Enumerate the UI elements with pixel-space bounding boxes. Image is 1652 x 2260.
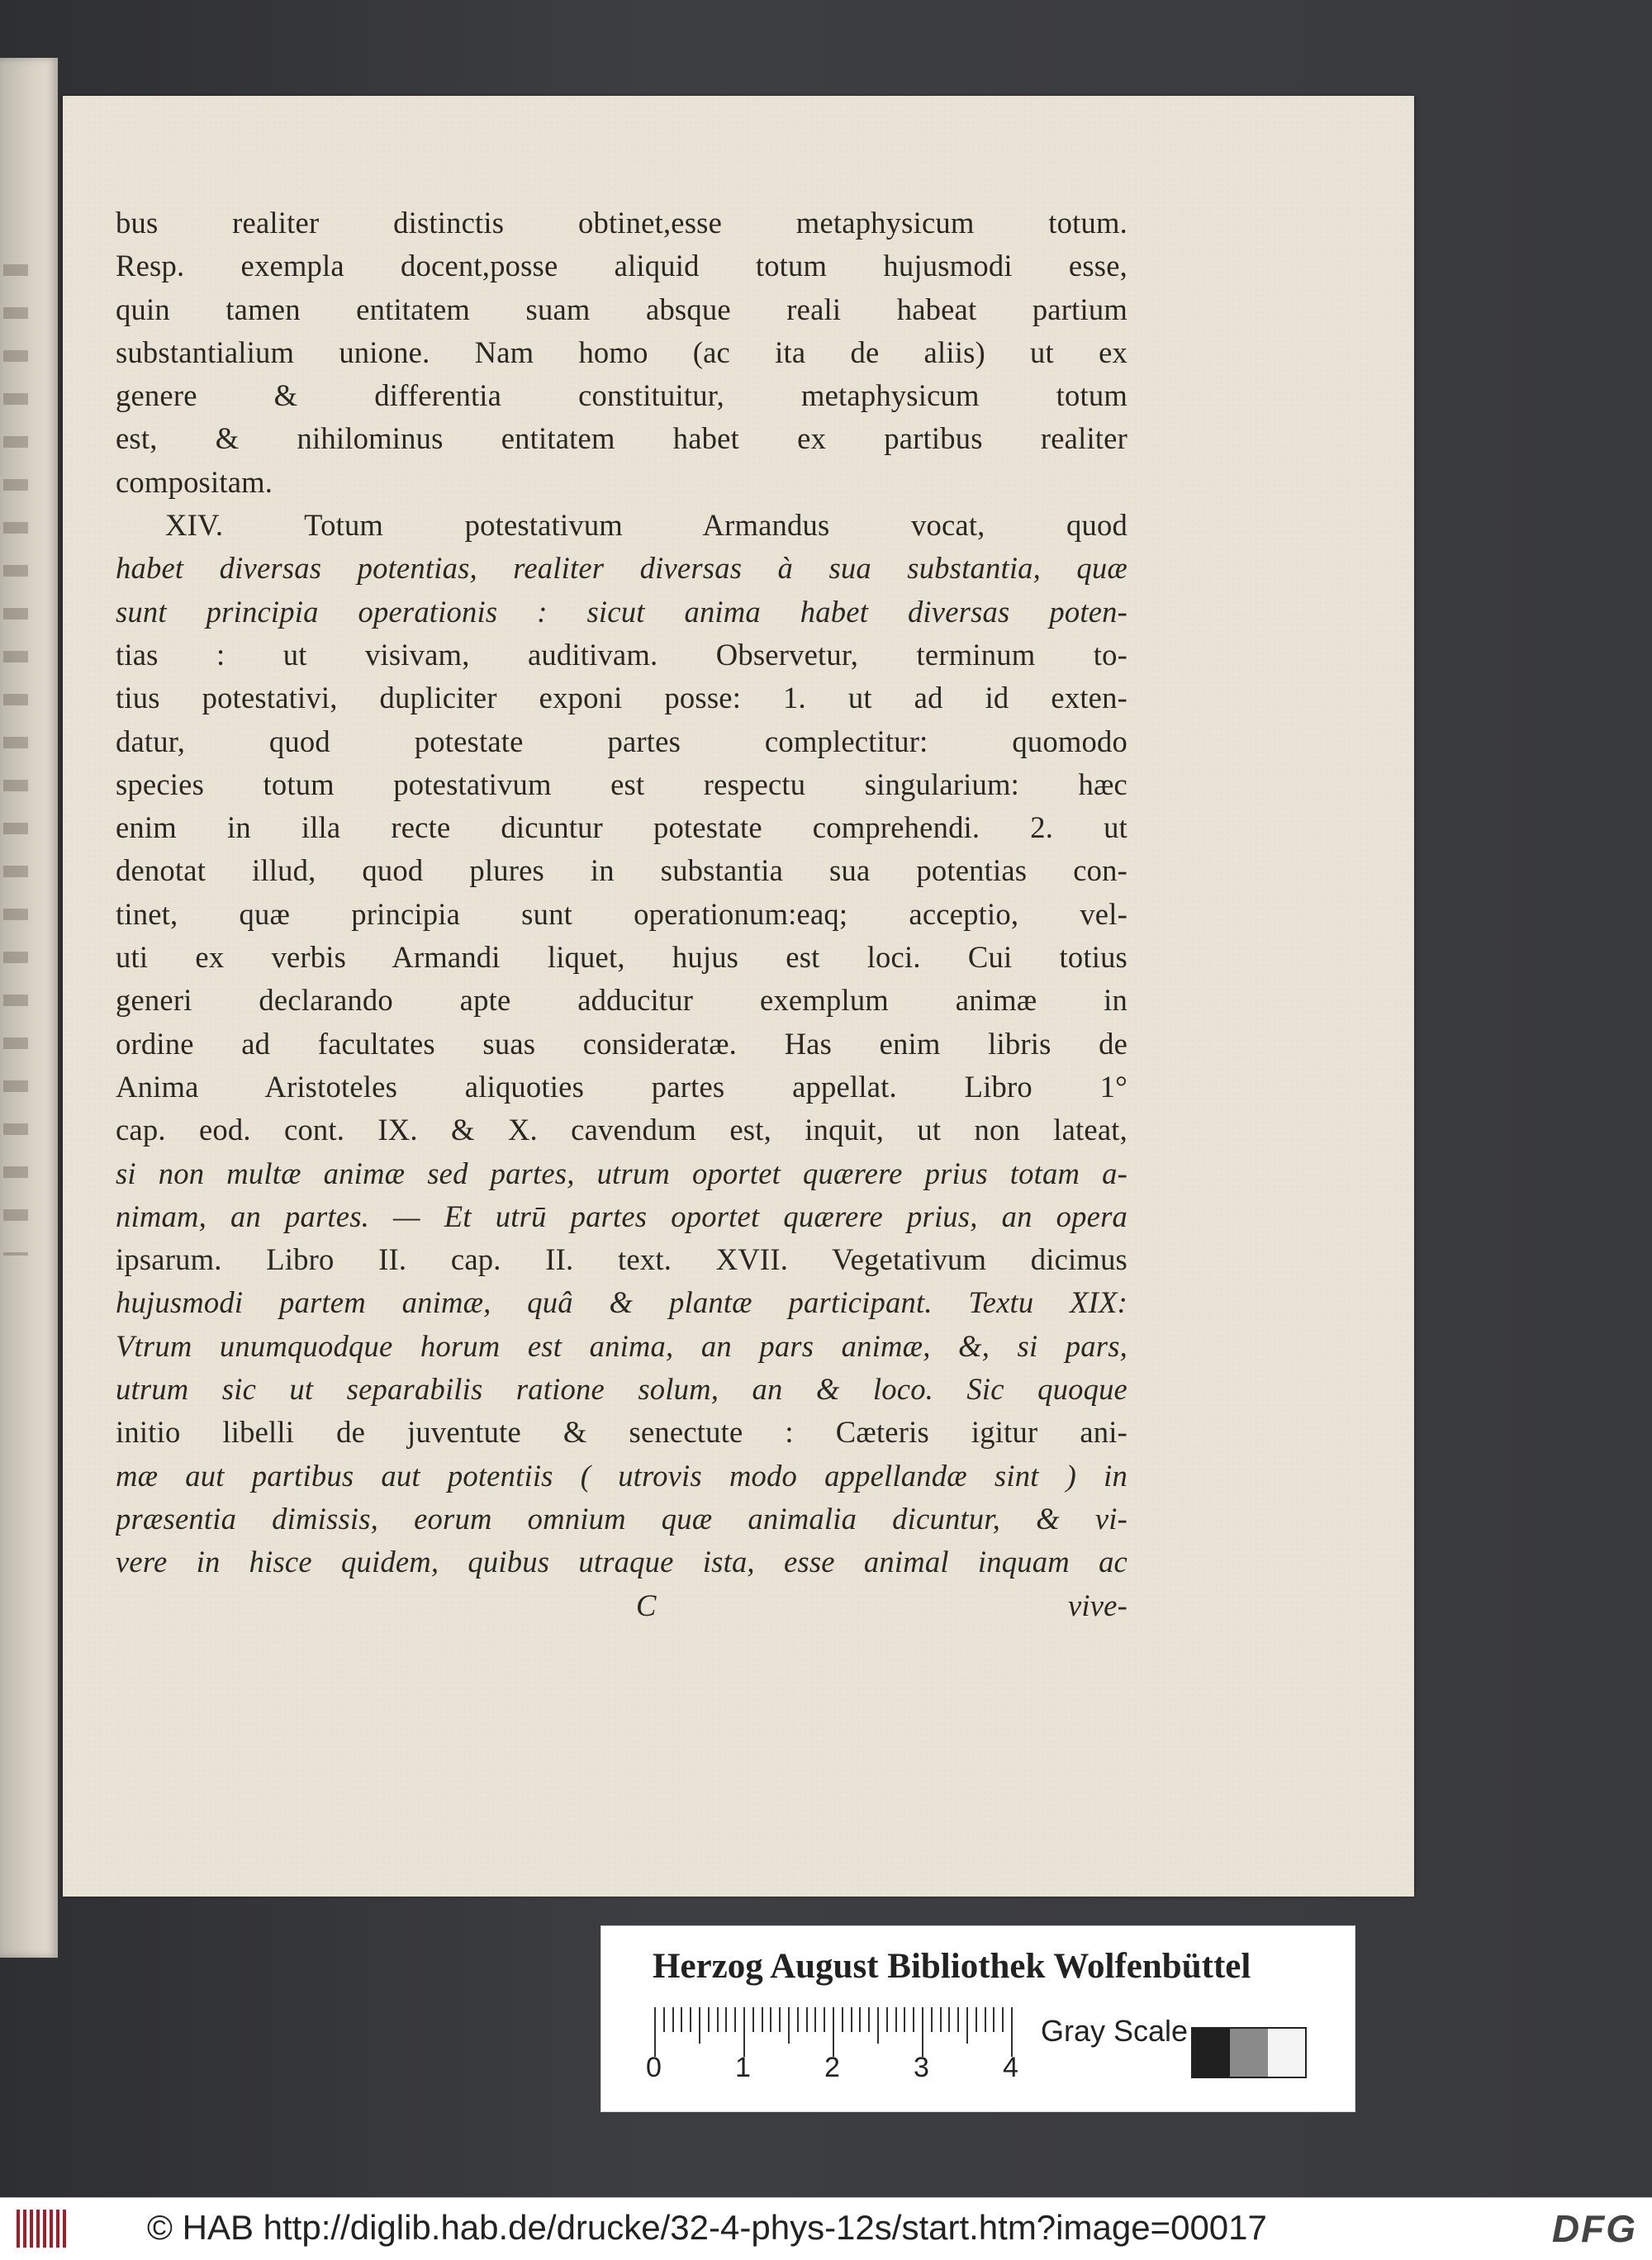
text-line: est, & nihilominus entitatem habet ex partibus realiter xyxy=(116,421,1127,456)
ruler-tick xyxy=(788,2007,790,2044)
ruler-tick xyxy=(922,2007,923,2057)
ruler-tick xyxy=(948,2007,950,2032)
footer-bar xyxy=(0,2197,1652,2260)
text-line: nimam, an partes. — Et utrū partes oportet quærere prius, an opera xyxy=(116,1199,1127,1233)
ruler-tick xyxy=(743,2007,745,2057)
signature-row xyxy=(116,1584,1127,1627)
ruler-tick xyxy=(690,2007,691,2032)
text-line: compositam. xyxy=(116,464,273,499)
ruler-tick xyxy=(886,2007,888,2032)
text-line: habet diversas potentias, realiter diversas à sua substantia, quæ xyxy=(116,551,1127,586)
ruler-number: 3 xyxy=(914,2052,929,2083)
ruler-tick xyxy=(842,2007,843,2032)
ruler-number: 0 xyxy=(646,2052,662,2083)
ruler-tick xyxy=(806,2007,808,2032)
book-page xyxy=(63,96,1414,1897)
catchword: vive- xyxy=(1067,1588,1127,1622)
ruler-tick xyxy=(895,2007,897,2032)
text-line: generi declarando apte adducitur exemplum animæ in xyxy=(116,983,1127,1018)
ruler-tick xyxy=(913,2007,914,2032)
ruler-tick xyxy=(985,2007,986,2032)
ruler-tick xyxy=(868,2007,870,2032)
ruler-tick xyxy=(1002,2007,1004,2032)
ruler-tick xyxy=(814,2007,816,2032)
signature-mark: C xyxy=(636,1588,657,1622)
text-line: si non multæ animæ sed partes, utrum oportet quærere prius totam a- xyxy=(116,1156,1127,1190)
text-line: substantialium unione. Nam homo (ac ita de aliis) ut ex xyxy=(116,335,1127,369)
ruler-tick xyxy=(966,2007,968,2044)
text-line: genere & differentia constituitur, metaphysicum totum xyxy=(116,378,1127,413)
text-line: species totum potestativum est respectu singularium: hæc xyxy=(116,767,1127,801)
text-line: denotat illud, quod plures in substantia sua potentias con- xyxy=(116,853,1127,888)
ruler-tick xyxy=(957,2007,959,2032)
ruler-tick xyxy=(699,2007,700,2044)
ruler-tick xyxy=(725,2007,727,2032)
gray-swatch xyxy=(1193,2029,1230,2077)
ruler-tick xyxy=(762,2007,763,2032)
reference-card xyxy=(601,1925,1355,2112)
text-line: datur, quod potestate partes complectitur: quomodo xyxy=(116,724,1127,758)
text-line: XIV. Totum potestativum Armandus vocat, quod xyxy=(165,508,1127,543)
text-line: utrum sic ut separabilis ratione solum, an & loco. Sic quoque xyxy=(116,1372,1127,1407)
dfg-logo: DFG xyxy=(1551,2207,1637,2250)
text-line: vere in hisce quidem, quibus utraque ista, esse animal inquam ac xyxy=(116,1545,1127,1579)
ruler-tick xyxy=(931,2007,933,2032)
previous-page-edge xyxy=(0,58,58,1958)
ruler-tick xyxy=(779,2007,781,2032)
ruler-tick xyxy=(976,2007,977,2032)
ruler-tick xyxy=(708,2007,710,2032)
text-line: mæ aut partibus aut potentiis ( utrovis modo appellandæ sint ) in xyxy=(116,1458,1127,1493)
ruler-tick xyxy=(681,2007,682,2032)
page-text xyxy=(116,202,1127,1627)
ruler-tick xyxy=(859,2007,861,2032)
ruler-tick xyxy=(904,2007,905,2032)
text-line: tias : ut visivam, auditivam. Observetur, terminum to- xyxy=(116,637,1127,672)
ruler-tick xyxy=(824,2007,825,2032)
previous-page-text-marks xyxy=(3,264,28,1256)
ruler-tick xyxy=(940,2007,942,2032)
gray-swatch xyxy=(1268,2029,1305,2077)
text-line: præsentia dimissis, eorum omnium quæ animalia dicuntur, & vi- xyxy=(116,1501,1127,1536)
ruler-number: 2 xyxy=(824,2052,840,2083)
text-line: tinet, quæ principia sunt operationum:eaq; acceptio, vel- xyxy=(116,896,1127,931)
ruler-tick xyxy=(833,2007,834,2057)
ruler-tick xyxy=(734,2007,736,2032)
gray-swatch xyxy=(1230,2029,1267,2077)
text-line: Vtrum unumquodque horum est anima, an pars animæ, &, si pars, xyxy=(116,1328,1127,1363)
text-line: bus realiter distinctis obtinet,esse metaphysicum totum. xyxy=(116,206,1127,240)
ruler-tick xyxy=(993,2007,995,2032)
ruler-tick xyxy=(752,2007,754,2032)
text-line: cap. eod. cont. IX. & X. cavendum est, inquit, ut non lateat, xyxy=(116,1113,1127,1147)
ruler-tick xyxy=(770,2007,771,2032)
text-line: Resp. exempla docent,posse aliquid totum hujusmodi esse, xyxy=(116,249,1127,283)
ruler-tick xyxy=(877,2007,879,2044)
scale-ruler xyxy=(654,2007,1067,2057)
gray-scale-swatches xyxy=(1191,2027,1307,2078)
ruler-tick xyxy=(851,2007,852,2032)
ruler-tick xyxy=(797,2007,799,2032)
ruler-tick xyxy=(663,2007,665,2032)
ruler-number: 4 xyxy=(1003,2052,1018,2083)
ruler-tick xyxy=(1011,2007,1013,2057)
text-line: hujusmodi partem animæ, quâ & plantæ participant. Textu XIX: xyxy=(116,1285,1127,1320)
footer-credit-link[interactable]: © HAB http://diglib.hab.de/drucke/32-4-phys-12s/start.htm?image=00017 xyxy=(147,2208,1267,2247)
hab-logo-icon xyxy=(17,2210,69,2248)
text-line: enim in illa recte dicuntur potestate comprehendi. 2. ut xyxy=(116,810,1127,845)
gray-scale-label: Gray Scale xyxy=(1041,2014,1189,2048)
text-line: uti ex verbis Armandi liquet, hujus est loci. Cui totius xyxy=(116,940,1127,975)
ruler-tick xyxy=(717,2007,719,2032)
text-line: quin tamen entitatem suam absque reali habeat partium xyxy=(116,292,1127,326)
ruler-tick xyxy=(672,2007,674,2032)
ruler-tick xyxy=(654,2007,656,2057)
text-line: sunt principia operationis : sicut anima habet diversas poten- xyxy=(116,594,1127,629)
text-line: initio libelli de juventute & senectute : Cæteris igitur ani- xyxy=(116,1415,1127,1450)
text-line: Anima Aristoteles aliquoties partes appellat. Libro 1° xyxy=(116,1069,1127,1104)
text-line: ipsarum. Libro II. cap. II. text. XVII. Vegetativum dicimus xyxy=(116,1242,1127,1277)
text-line: tius potestativi, dupliciter exponi posse: 1. ut ad id exten- xyxy=(116,681,1127,715)
ruler-number: 1 xyxy=(735,2052,751,2083)
text-line: ordine ad facultates suas consideratæ. Has enim libris de xyxy=(116,1026,1127,1061)
library-name: Herzog August Bibliothek Wolfenbüttel xyxy=(653,1947,1251,1986)
